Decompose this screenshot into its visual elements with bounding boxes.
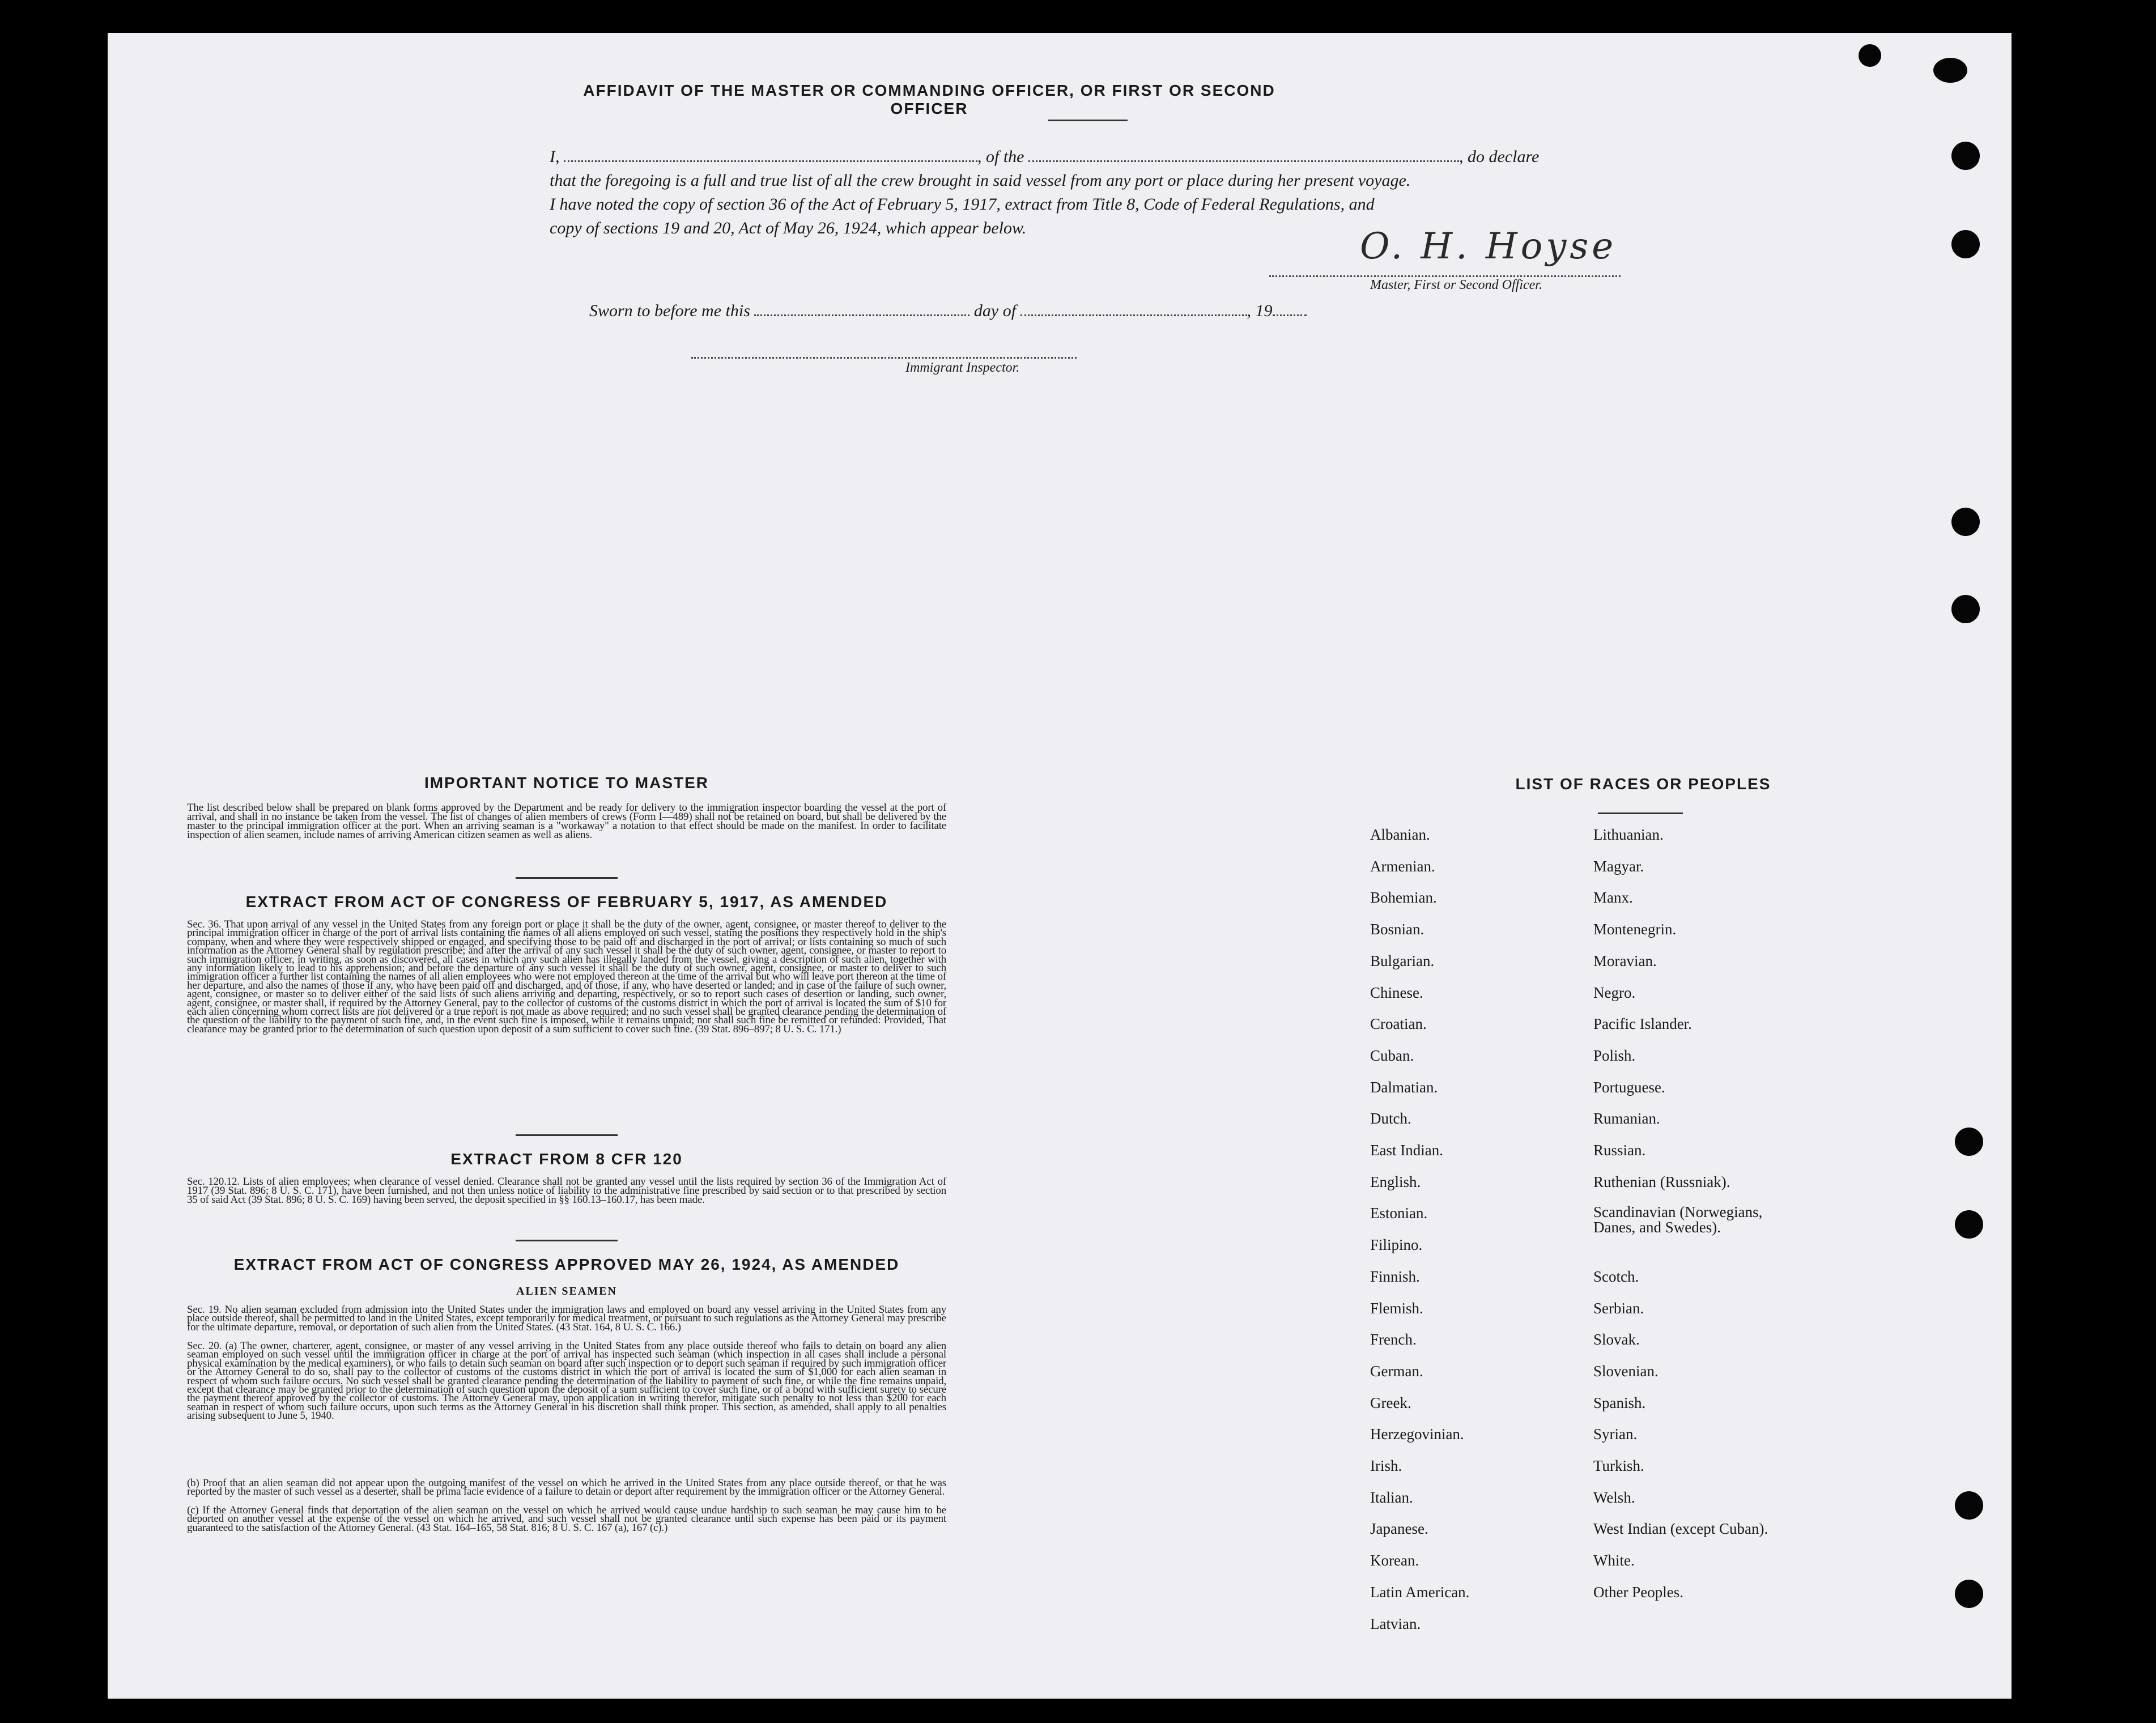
do-declare-label: , do declare	[1459, 147, 1540, 166]
race-item: Rumanian.	[1593, 1110, 1660, 1128]
race-item: Dalmatian.	[1370, 1078, 1438, 1096]
race-item: Negro.	[1593, 984, 1636, 1001]
sworn-year-field[interactable]	[1273, 302, 1307, 316]
race-item: Cuban.	[1370, 1046, 1414, 1064]
extract-1917-text: Sec. 36. That upon arrival of any vessel in the United States from any foreign port or place it shall be the duty of the owner, agent, consignee, or master thereof to deliver to the principal immigration officer in charge of the port of arrival lists containing the names of all aliens employed on such vessel, stating the positions they respectively hold in the ship's company, when and where they were respectively shipped or engaged, and specifying those to be paid off and discharged in the port of arrival; or lists containing so much of such information as the Attorney General shall by regulation prescribe; and after the arrival of any such vessel it shall be the duty of such owner, agent, consignee, or master to report to such immigration officer, in writing, as soon as discovered, all cases in which any such alien has illegally landed from the vessel, giving a description of such alien, together with any information likely to lead to his apprehension; and before the departure of any such vessel it shall be the duty of such owner, agent, consignee, or master to deliver to such immigration officer a further list containing the names of all alien employees who were not employed thereon at the time of the arrival but who will leave port thereon at the time of her departure, and also the names of those if any, who have been paid off and discharged, and of those, if any, who have deserted or landed; and in case of the failure of such owner, agent, consignee, or master so to deliver either of the said lists of such aliens arriving and departing, respectively, or so to report such cases of desertion or landing, such owner, agent, consignee, or master shall, if required by the Attorney General, pay to the collector of customs of the customs district in which the port of arrival is located the sum of $10 for each alien concerning whom correct lists are not delivered or a true report is not made as above required; and no such vessel shall be granted clearance pending the determination of the question of the liability to the payment of such fine, and, in the event such fine is imposed, while it remains unpaid; nor shall such fine be remitted or refunded: Provided, That clearance may be granted prior to the determination of such question upon deposit of a sum sufficient to cover such fine. (39 Stat. 896–897; 8 U. S. C. 171.)	[187, 918, 946, 1035]
races-title: LIST OF RACES OR PEOPLES	[1515, 775, 1771, 793]
inspector-caption: Immigrant Inspector.	[905, 360, 1020, 375]
declaration-line-4: copy of sections 19 and 20, Act of May 26, 1924, which appear below.	[550, 219, 1027, 237]
race-item: Croatian.	[1370, 1015, 1427, 1033]
punch-hole	[1859, 44, 1881, 67]
race-item: Bosnian.	[1370, 921, 1424, 938]
race-item: Finnish.	[1370, 1267, 1420, 1285]
notice-title: IMPORTANT NOTICE TO MASTER	[424, 774, 709, 792]
race-item: Slovak.	[1593, 1331, 1640, 1348]
punch-hole	[1933, 58, 1967, 83]
race-item: Slovenian.	[1593, 1362, 1659, 1380]
declaration-line-1	[550, 147, 1539, 167]
race-item: Other Peoples.	[1593, 1583, 1683, 1601]
race-item: Moravian.	[1593, 952, 1657, 969]
punch-hole	[1955, 1491, 1983, 1520]
sec20c-text: (c) If the Attorney General finds that deportation of the alien seaman on the vessel on which he arrived would cause undue hardship to such seaman he may cause him to be deported on another vessel at the expense of the vessel on which he arrived, and such vessel shall not be granted clearance until such expense has been paid or its payment guaranteed to the satisfaction of the Attorney General. (43 Stat. 164–165, 58 Stat. 816; 8 U. S. C. 167 (a), 167 (c).)	[187, 1504, 946, 1534]
race-item: Manx.	[1593, 889, 1633, 907]
officer-signature: O. H. Hoyse	[1360, 226, 1617, 267]
declaration-line-2: that the foregoing is a full and true list of all the crew brought in said vessel from any port or place during her present voyage.	[550, 171, 1411, 190]
race-item: Polish.	[1593, 1046, 1636, 1064]
of-the-label: , of the	[977, 147, 1024, 166]
race-item: Syrian.	[1593, 1426, 1638, 1443]
race-item: Russian.	[1593, 1142, 1646, 1159]
race-item: Portuguese.	[1593, 1078, 1665, 1096]
form-page	[108, 33, 2012, 1699]
notice-text: The list described below shall be prepared on blank forms approved by the Department and be ready for delivery to the immigration inspector boarding the vessel at the port of arrival, and shall in no instance be taken from the vessel. The list of changes of alien members of crews (Form I—489) shall not be retained on board, but shall be delivered by the master to the principal immigration officer at the port. When an arriving seaman is a "workaway" a notation to that effect should be made on the manifest. In order to facilitate inspection of alien seamen, include names of arriving American citizen seamen as well as aliens.	[187, 802, 946, 841]
extract-1917-divider	[516, 1134, 618, 1136]
punch-hole	[1951, 595, 1980, 623]
race-item: German.	[1370, 1362, 1423, 1380]
race-item: Pacific Islander.	[1593, 1015, 1692, 1033]
race-item: Irish.	[1370, 1457, 1402, 1474]
race-item: Scotch.	[1593, 1267, 1639, 1285]
year-label: , 19	[1247, 301, 1273, 320]
race-item: Herzegovinian.	[1370, 1426, 1464, 1443]
sec20a-text: Sec. 20. (a) The owner, charterer, agent, consignee, or master of any vessel arriving in the United States from any place outside thereof who fails to detain on board any alien seaman employed on such vessel until the immigration officer in charge at the port of arrival has inspected such seaman (which inspection in all cases shall include a personal physical examination by the medical examiners), or who fails to detain such seaman on board after such inspection or to deport such seaman if required by such immigration officer or the Attorney General to do so, shall pay to the collector of customs of the customs district in which the port of arrival is located the sum of $1,000 for each alien seaman in respect of whom such failure occurs. No such vessel shall be granted clearance pending the determination of the liability to payment of such fine, or while the fine remains unpaid, except that clearance may be granted prior to the determination of such question upon the deposit of a sum sufficient to cover such fine, or of a bond with sufficient surety to secure the payment thereof approved by the collector of customs. The Attorney General may, upon application in writing therefor, mitigate such penalty to not less than $200 for each seaman in respect of whom such failure occurs, upon such terms as the Attorney General in his discretion shall think proper. This section, as amended, shall apply to all penalties arising subsequent to June 5, 1940.	[187, 1340, 946, 1422]
race-item: Estonian.	[1370, 1205, 1428, 1222]
race-item: Welsh.	[1593, 1488, 1635, 1506]
race-item: Japanese.	[1370, 1520, 1428, 1538]
race-item: Montenegrin.	[1593, 921, 1677, 938]
i-label: I,	[550, 147, 560, 166]
race-item: White.	[1593, 1552, 1635, 1569]
sworn-day-field[interactable]	[754, 302, 969, 316]
race-item: Lithuanian.	[1593, 826, 1664, 843]
punch-hole	[1951, 230, 1980, 258]
race-item: Flemish.	[1370, 1299, 1423, 1317]
cfr-title: EXTRACT FROM 8 CFR 120	[450, 1150, 683, 1168]
extract-1924-title: EXTRACT FROM ACT OF CONGRESS APPROVED MAY 26, 1924, AS AMENDED	[233, 1256, 900, 1273]
alien-seamen-subtitle: ALIEN SEAMEN	[516, 1285, 617, 1297]
race-item: Serbian.	[1593, 1299, 1644, 1317]
vessel-name-field[interactable]	[1028, 148, 1459, 162]
notice-divider	[516, 877, 618, 879]
race-item: Scandinavian (Norwegians, Danes, and Swedes).	[1593, 1203, 1763, 1236]
cfr-text: Sec. 120.12. Lists of alien employees; when clearance of vessel denied. Clearance shall not be granted any vessel until the lists required by section 36 of the Immigration Act of 1917 (39 Stat. 896; 8 U. S. C. 171), have been furnished, and not then unless notice of liability to the administrative fine prescribed by said section or to that prescribed by section 35 of said Act (39 Stat. 896; 8 U. S. C. 169) having been served, the deposit specified in §§ 160.13–160.17, has been made.	[187, 1176, 946, 1206]
sworn-line	[589, 301, 1307, 321]
punch-hole	[1951, 508, 1980, 536]
races-divider	[1598, 812, 1683, 814]
day-of-label: day of	[973, 301, 1017, 320]
sworn-label: Sworn to before me this	[589, 301, 750, 320]
declaration-line-3: I have noted the copy of section 36 of the Act of February 5, 1917, extract from Title 8, Code of Federal Regulations, and	[550, 195, 1375, 214]
punch-hole	[1955, 1580, 1983, 1608]
cfr-divider	[516, 1240, 618, 1241]
race-item: Greek.	[1370, 1394, 1411, 1411]
race-item: Ruthenian (Russniak).	[1593, 1173, 1730, 1190]
signature-line	[1269, 275, 1621, 277]
sec20b-text: (b) Proof that an alien seaman did not appear upon the outgoing manifest of the vessel on which he arrived in the United States from any place outside thereof, or that he was reported by the master of such vessel as a deserter, shall be prima facie evidence of a failure to detain or deport after requirement by the immigration officer or the Attorney General.	[187, 1477, 946, 1498]
race-item: Spanish.	[1593, 1394, 1646, 1411]
punch-hole	[1951, 142, 1980, 170]
punch-hole	[1955, 1210, 1983, 1239]
race-item: East Indian.	[1370, 1142, 1443, 1159]
punch-hole	[1955, 1128, 1983, 1156]
race-item: English.	[1370, 1173, 1421, 1190]
extract-1917-title: EXTRACT FROM ACT OF CONGRESS OF FEBRUARY 5, 1917, AS AMENDED	[245, 893, 888, 911]
race-item: West Indian (except Cuban).	[1593, 1520, 1768, 1538]
race-item: Latin American.	[1370, 1583, 1470, 1601]
race-item: Chinese.	[1370, 984, 1423, 1001]
race-item: Turkish.	[1593, 1457, 1644, 1474]
race-item: Dutch.	[1370, 1110, 1411, 1128]
inspector-signature-line	[691, 357, 1077, 359]
affidavit-title: AFFIDAVIT OF THE MASTER OR COMMANDING OFFICER, OR FIRST OR SECOND OFFICER	[583, 82, 1275, 117]
officer-name-field[interactable]	[564, 148, 977, 162]
race-item: Bulgarian.	[1370, 952, 1435, 969]
title-underline	[1048, 120, 1128, 121]
race-item: Latvian.	[1370, 1615, 1421, 1632]
race-item: French.	[1370, 1331, 1417, 1348]
race-item: Albanian.	[1370, 826, 1430, 843]
race-item: Korean.	[1370, 1552, 1419, 1569]
race-item: Magyar.	[1593, 857, 1644, 875]
sec19-text: Sec. 19. No alien seaman excluded from admission into the United States under the immigration laws and employed on board any vessel arriving in the United States from any place outside thereof, shall be permitted to land in the United States, except temporarily for medical treatment, or pursuant to such regulations as the Attorney General may prescribe for the ultimate departure, removal, or deportation of such alien from the United States. (43 Stat. 164, 8 U. S. C. 166.)	[187, 1304, 946, 1333]
sworn-month-field[interactable]	[1020, 302, 1247, 316]
race-item: Armenian.	[1370, 857, 1435, 875]
race-item: Filipino.	[1370, 1236, 1423, 1254]
race-item: Bohemian.	[1370, 889, 1437, 907]
signature-caption: Master, First or Second Officer.	[1370, 278, 1542, 292]
race-item: Italian.	[1370, 1488, 1413, 1506]
